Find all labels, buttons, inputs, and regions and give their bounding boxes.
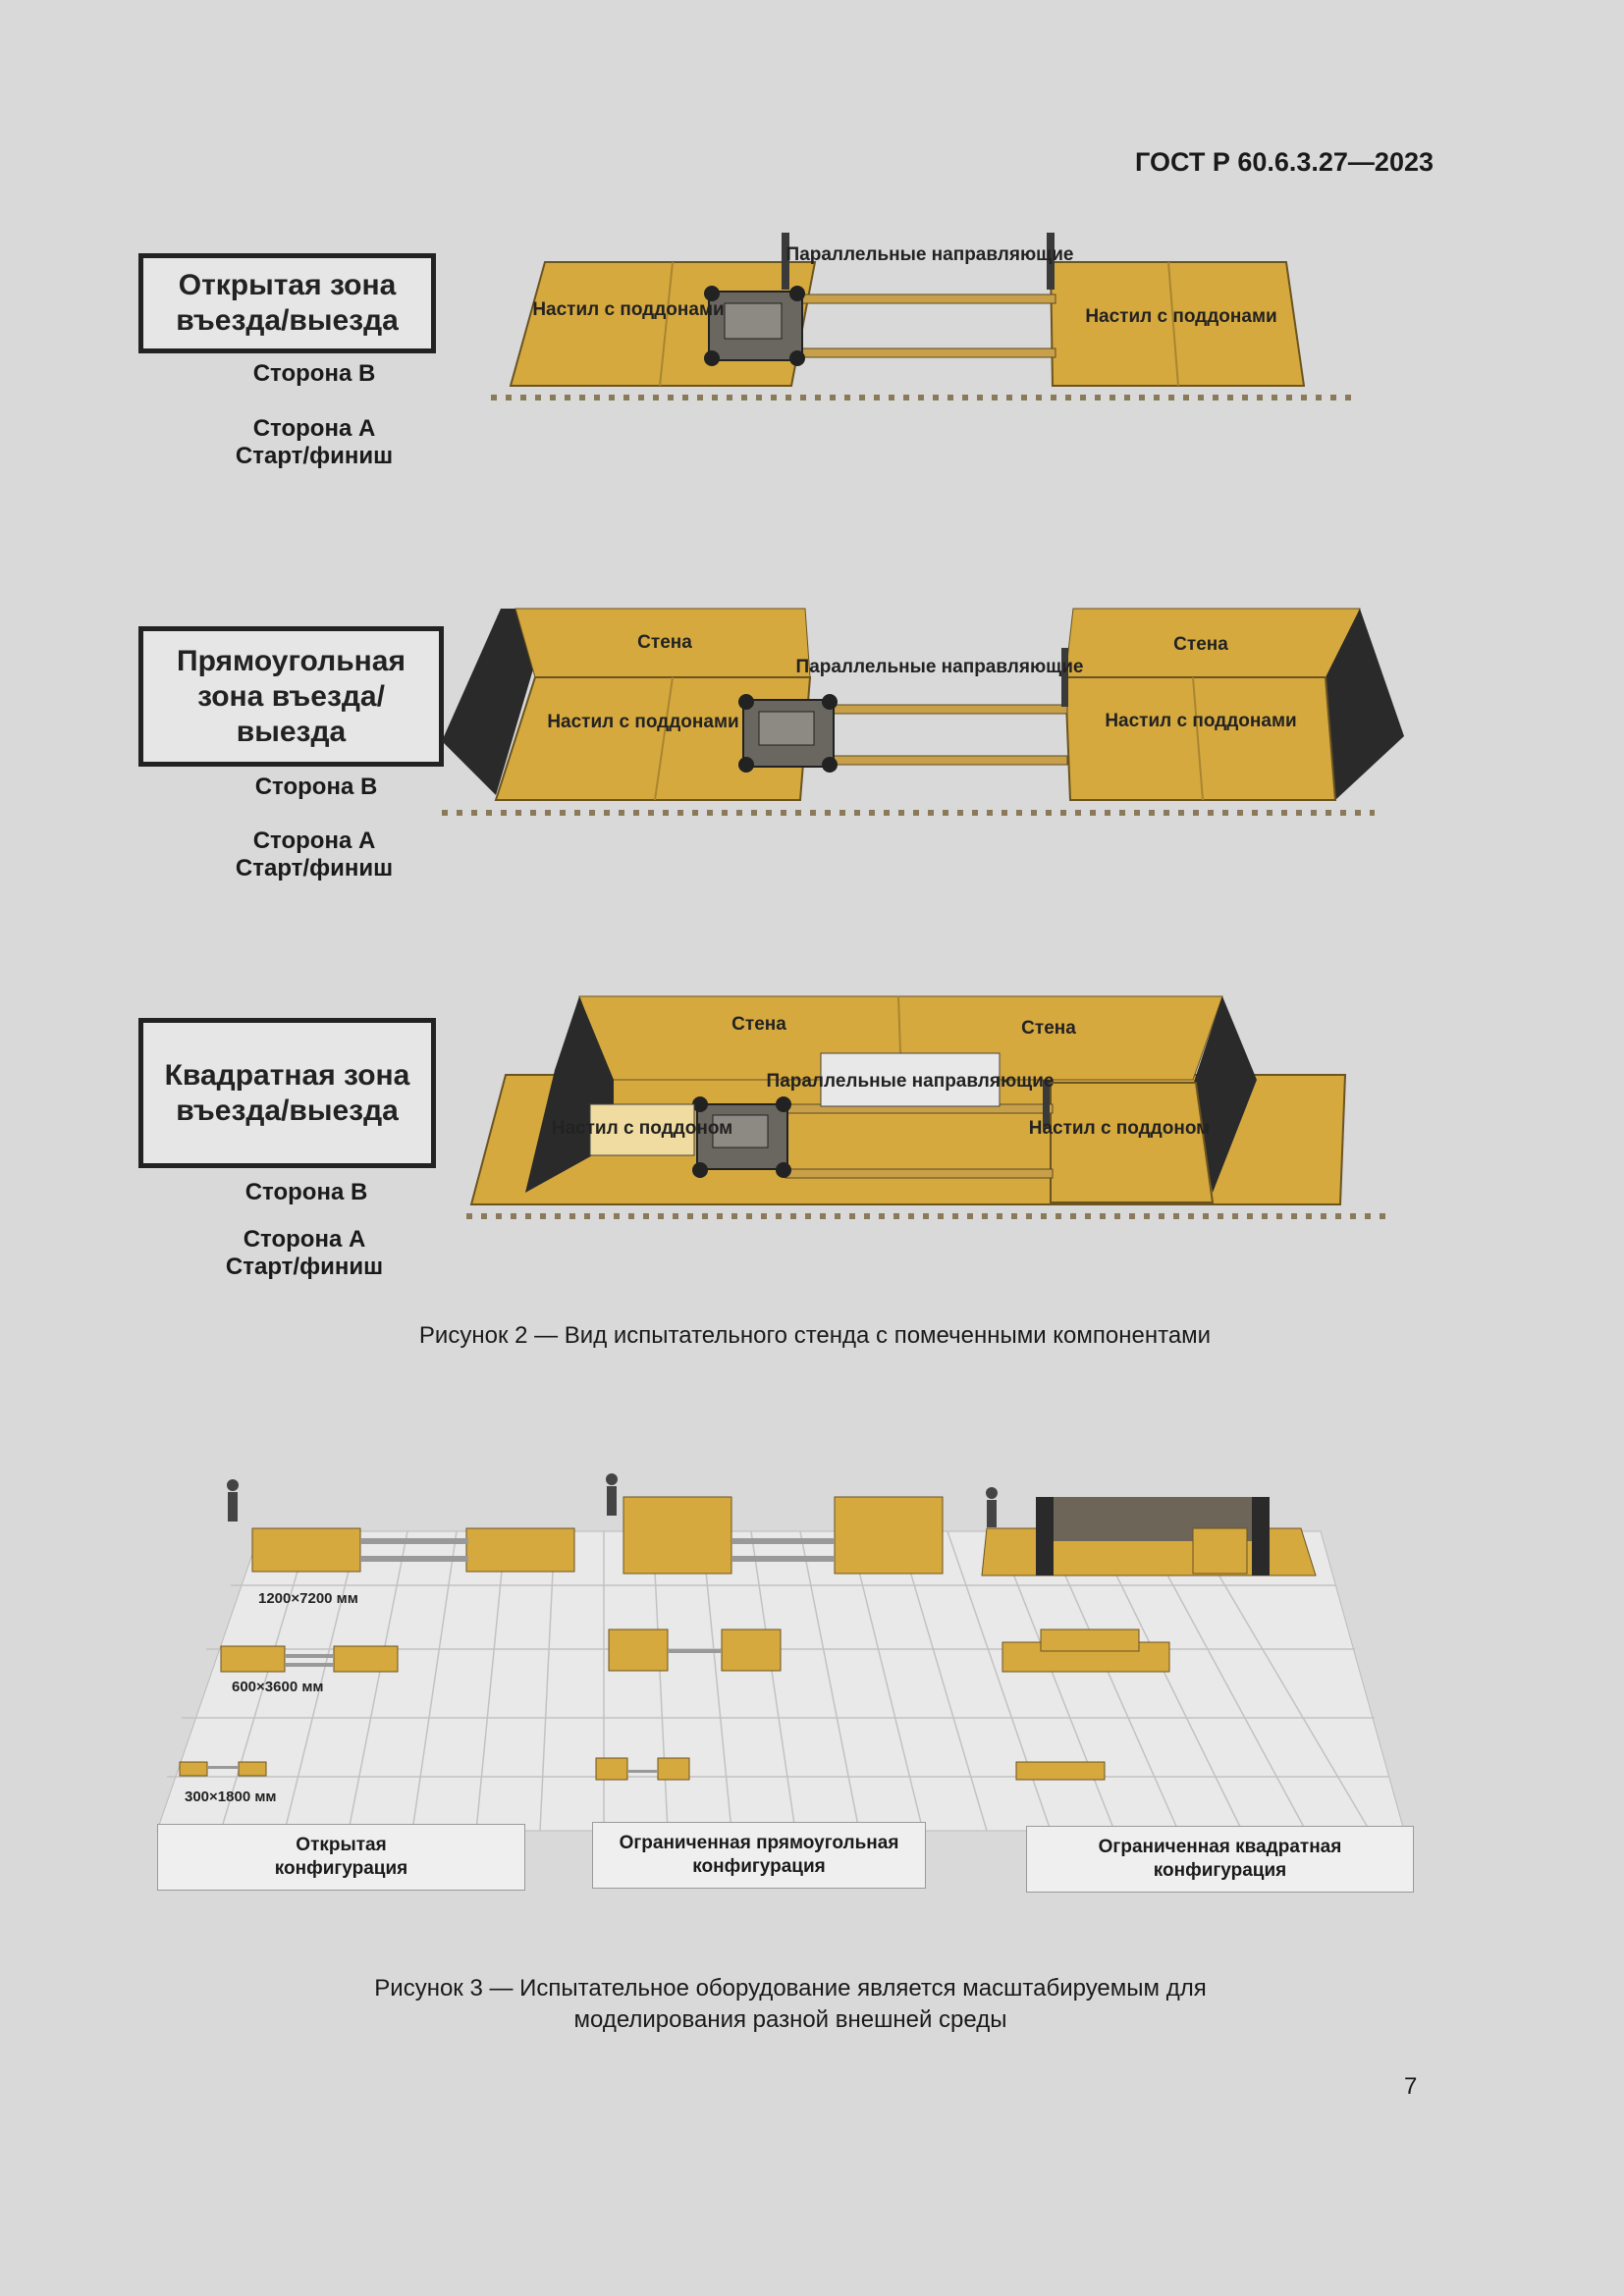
start-finish-label: Старт/финиш: [235, 443, 394, 469]
deck-right: [1051, 1083, 1213, 1202]
zone-title-square: Квадратная зона въезда/выезда: [138, 1018, 436, 1168]
figure2-caption: Рисунок 2 — Вид испытательного стенда с помеченными компонентами: [418, 1322, 1212, 1349]
wall-left-label: Стена: [637, 632, 692, 653]
person-icon: [986, 1487, 998, 1527]
rail-bottom: [785, 1169, 1053, 1178]
rail-bottom: [785, 348, 1056, 357]
deck-left-label: Настил с поддоном: [551, 1118, 733, 1139]
rails-label: Параллельные направляющие: [795, 657, 1084, 677]
side-a-label: Сторона A: [252, 415, 376, 442]
robot-icon: [738, 694, 838, 773]
wall-right-label: Стена: [1021, 1018, 1076, 1039]
person-icon: [606, 1473, 618, 1516]
page-number: 7: [1404, 2073, 1418, 2100]
scale-label-large: 1200×7200 мм: [258, 1590, 358, 1607]
side-b-label: Сторона B: [252, 360, 376, 387]
side-b-label: Сторона B: [254, 774, 378, 800]
side-a-label: Сторона A: [243, 1226, 366, 1253]
rail-top: [785, 294, 1056, 303]
open-zone-diagram: [491, 221, 1375, 417]
scalable-configurations-diagram: [152, 1468, 1419, 1841]
standard-number: ГОСТ Р 60.6.3.27—2023: [1135, 147, 1434, 177]
zone-title-rectangular: Прямоугольная зона въезда/выезда: [138, 626, 444, 767]
deck-left-label: Настил с поддонами: [547, 712, 739, 732]
start-finish-label: Старт/финиш: [225, 1254, 384, 1280]
deck-right-label: Настил с поддоном: [1028, 1118, 1211, 1139]
rail-bottom: [810, 756, 1067, 765]
scale-label-medium: 600×3600 мм: [232, 1679, 324, 1695]
wall-left-label: Стена: [731, 1014, 786, 1035]
deck-left-label: Настил с поддонами: [532, 299, 725, 320]
side-a-label: Сторона A: [252, 828, 376, 854]
scale-label-small: 300×1800 мм: [185, 1789, 277, 1805]
deck-right-label: Настил с поддонами: [1105, 711, 1297, 731]
config-rectangular: Ограниченная прямоугольная конфигурация: [592, 1822, 926, 1889]
zone-title-open: Открытая зона въезда/выезда: [138, 253, 436, 353]
robot-icon: [704, 286, 805, 366]
rail-top: [810, 705, 1067, 714]
square-zone-diagram: [461, 987, 1404, 1222]
figure3-caption-line2: моделирования разной внешней среды: [573, 2006, 1007, 2033]
rails-label: Параллельные направляющие: [766, 1071, 1055, 1092]
wall-right-label: Стена: [1173, 634, 1228, 655]
start-finish-label: Старт/финиш: [235, 855, 394, 881]
person-icon: [227, 1479, 239, 1522]
rectangular-zone-diagram: [437, 594, 1419, 820]
side-b-label: Сторона B: [244, 1179, 368, 1205]
config-square: Ограниченная квадратная конфигурация: [1026, 1826, 1414, 1893]
rails-label: Параллельные направляющие: [785, 244, 1074, 265]
config-open: Открытая конфигурация: [157, 1824, 525, 1891]
figure3-caption-line1: Рисунок 3 — Испытательное оборудование является масштабируемым для: [374, 1975, 1207, 2002]
deck-right-label: Настил с поддонами: [1085, 306, 1277, 327]
grid-floor: [157, 1531, 1404, 1831]
